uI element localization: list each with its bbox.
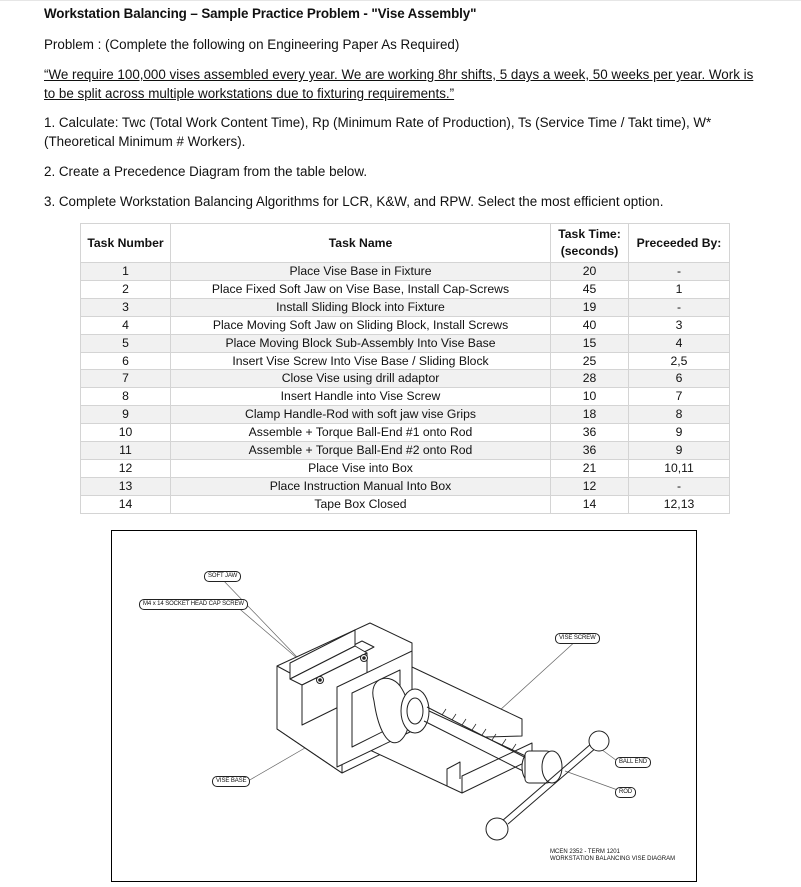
cell-task-number: 11 bbox=[81, 442, 171, 460]
callout-vise-screw: VISE SCREW bbox=[555, 633, 600, 644]
callout-cap-screw: M4 x 14 SOCKET HEAD CAP SCREW bbox=[139, 599, 248, 610]
cell-preceded-by: 2,5 bbox=[629, 352, 730, 370]
cell-task-number: 1 bbox=[81, 263, 171, 281]
title-block bbox=[550, 849, 675, 863]
cell-task-time: 18 bbox=[551, 406, 629, 424]
cell-task-time: 36 bbox=[551, 424, 629, 442]
cell-preceded-by: 8 bbox=[629, 406, 730, 424]
table-row bbox=[81, 388, 730, 406]
vise-diagram bbox=[111, 530, 697, 882]
problem-line: Problem : (Complete the following on Engineering Paper As Required) bbox=[44, 37, 460, 52]
cell-task-number: 4 bbox=[81, 316, 171, 334]
cell-task-number: 5 bbox=[81, 334, 171, 352]
cell-preceded-by: - bbox=[629, 298, 730, 316]
cell-preceded-by: - bbox=[629, 477, 730, 495]
cell-task-time: 28 bbox=[551, 370, 629, 388]
cell-preceded-by: 6 bbox=[629, 370, 730, 388]
cell-task-name: Insert Vise Screw Into Vise Base / Sliding Block bbox=[171, 352, 551, 370]
cell-task-number: 9 bbox=[81, 406, 171, 424]
header-task-time-line2: (seconds) bbox=[560, 244, 619, 258]
callout-rod: ROD bbox=[615, 787, 636, 798]
table-row bbox=[81, 424, 730, 442]
cell-task-name: Place Vise Base in Fixture bbox=[171, 263, 551, 281]
cell-preceded-by: 1 bbox=[629, 280, 730, 298]
cell-preceded-by: 9 bbox=[629, 424, 730, 442]
table-row bbox=[81, 298, 730, 316]
table-row bbox=[81, 334, 730, 352]
cell-task-time: 45 bbox=[551, 280, 629, 298]
header-task-number: Task Number bbox=[81, 224, 171, 263]
top-divider bbox=[0, 0, 801, 1]
instructions bbox=[44, 113, 764, 211]
cell-task-name: Install Sliding Block into Fixture bbox=[171, 298, 551, 316]
table-row bbox=[81, 370, 730, 388]
cell-task-time: 20 bbox=[551, 263, 629, 281]
callout-ball-end: BALL END bbox=[615, 757, 651, 768]
cell-task-name: Place Instruction Manual Into Box bbox=[171, 477, 551, 495]
cell-task-time: 19 bbox=[551, 298, 629, 316]
cell-preceded-by: 3 bbox=[629, 316, 730, 334]
cell-task-number: 6 bbox=[81, 352, 171, 370]
cell-task-name: Tape Box Closed bbox=[171, 495, 551, 513]
cell-task-number: 7 bbox=[81, 370, 171, 388]
cell-task-number: 10 bbox=[81, 424, 171, 442]
quote-line-2: to be split across multiple workstations due to fixturing requirements.” bbox=[44, 86, 455, 101]
cell-task-time: 36 bbox=[551, 442, 629, 460]
cell-task-time: 10 bbox=[551, 388, 629, 406]
step-1: 1. Calculate: Twc (Total Work Content Time), Rp (Minimum Rate of Production), Ts (Service Time / Takt time), W* (Theoretical Minimum # Workers). bbox=[44, 115, 712, 149]
table-row bbox=[81, 477, 730, 495]
table-row bbox=[81, 280, 730, 298]
table-row bbox=[81, 352, 730, 370]
header-preceded-by: Preceeded By: bbox=[629, 224, 730, 263]
table-row bbox=[81, 442, 730, 460]
callout-vise-base: VISE BASE bbox=[212, 776, 250, 787]
cell-task-name: Place Moving Block Sub-Assembly Into Vise Base bbox=[171, 334, 551, 352]
header-task-time-line1: Task Time: bbox=[558, 227, 621, 241]
step-2: 2. Create a Precedence Diagram from the table below. bbox=[44, 164, 368, 179]
cell-task-time: 25 bbox=[551, 352, 629, 370]
table-row bbox=[81, 495, 730, 513]
cell-task-number: 12 bbox=[81, 459, 171, 477]
step-3: 3. Complete Workstation Balancing Algorithms for LCR, K&W, and RPW. Select the most efficient option. bbox=[44, 194, 664, 209]
cell-task-name: Assemble + Torque Ball-End #1 onto Rod bbox=[171, 424, 551, 442]
cell-task-name: Close Vise using drill adaptor bbox=[171, 370, 551, 388]
table-row bbox=[81, 263, 730, 281]
table-row bbox=[81, 316, 730, 334]
header-task-time bbox=[551, 224, 629, 263]
cell-task-number: 3 bbox=[81, 298, 171, 316]
cell-task-number: 8 bbox=[81, 388, 171, 406]
cell-preceded-by: - bbox=[629, 263, 730, 281]
table-row bbox=[81, 406, 730, 424]
vise-drawing bbox=[112, 531, 697, 882]
title-block-line2: WORKSTATION BALANCING VISE DIAGRAM bbox=[550, 856, 676, 862]
cell-task-time: 12 bbox=[551, 477, 629, 495]
cell-preceded-by: 12,13 bbox=[629, 495, 730, 513]
quote-line-1: “We require 100,000 vises assembled every year. We are working 8hr shifts, 5 days a week, 50 weeks per year. Work is bbox=[44, 67, 754, 82]
cell-task-name: Assemble + Torque Ball-End #2 onto Rod bbox=[171, 442, 551, 460]
task-table bbox=[80, 223, 730, 514]
cell-preceded-by: 7 bbox=[629, 388, 730, 406]
cell-task-name: Place Moving Soft Jaw on Sliding Block, Install Screws bbox=[171, 316, 551, 334]
cell-preceded-by: 9 bbox=[629, 442, 730, 460]
callout-soft-jaw: SOFT JAW bbox=[204, 571, 241, 582]
cell-task-time: 40 bbox=[551, 316, 629, 334]
table-header-row bbox=[81, 224, 730, 263]
cell-preceded-by: 4 bbox=[629, 334, 730, 352]
cell-task-time: 21 bbox=[551, 459, 629, 477]
cell-task-number: 13 bbox=[81, 477, 171, 495]
cell-task-name: Place Fixed Soft Jaw on Vise Base, Install Cap-Screws bbox=[171, 280, 551, 298]
cell-task-number: 14 bbox=[81, 495, 171, 513]
cell-task-time: 14 bbox=[551, 495, 629, 513]
cell-task-name: Insert Handle into Vise Screw bbox=[171, 388, 551, 406]
title-block-line1: MCEN 2352 - TERM 1201 bbox=[550, 849, 620, 855]
header-task-name: Task Name bbox=[171, 224, 551, 263]
cell-preceded-by: 10,11 bbox=[629, 459, 730, 477]
cell-task-name: Place Vise into Box bbox=[171, 459, 551, 477]
page-title: Workstation Balancing – Sample Practice Problem - "Vise Assembly" bbox=[44, 6, 477, 21]
cell-task-time: 15 bbox=[551, 334, 629, 352]
cell-task-number: 2 bbox=[81, 280, 171, 298]
cell-task-name: Clamp Handle-Rod with soft jaw vise Grips bbox=[171, 406, 551, 424]
table-row bbox=[81, 459, 730, 477]
